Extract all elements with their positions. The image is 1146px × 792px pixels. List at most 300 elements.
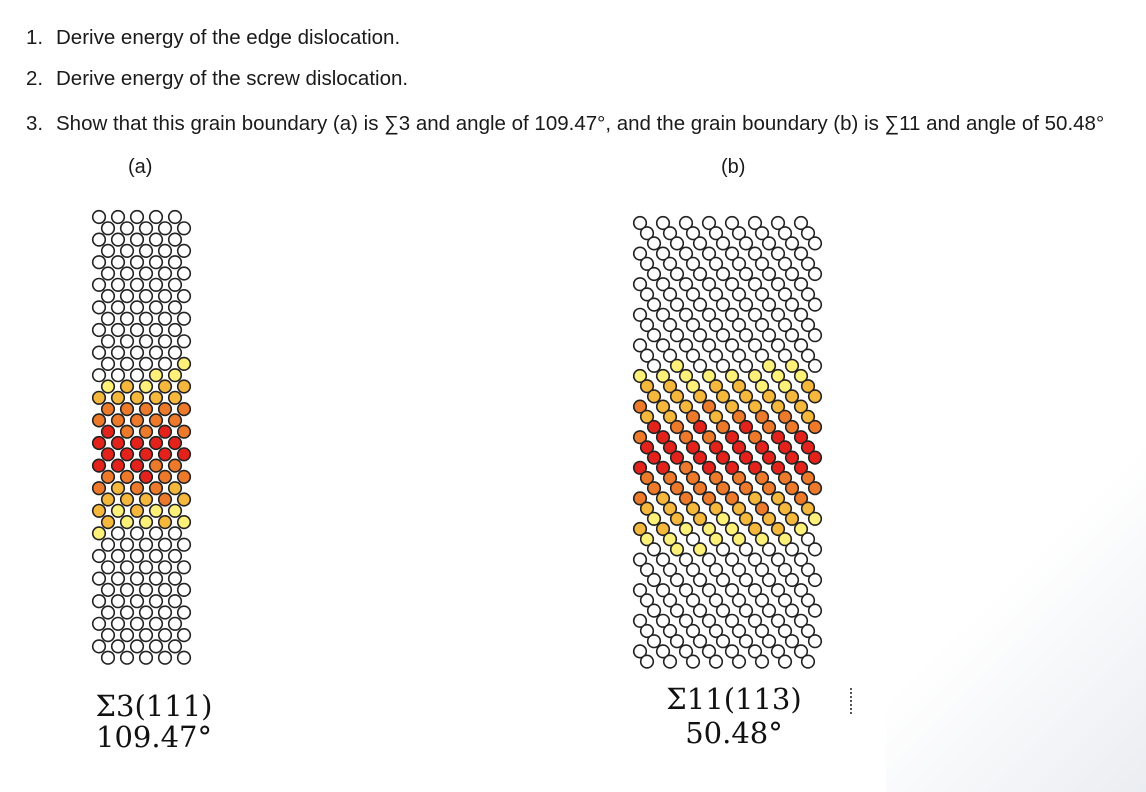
atom-marker: [178, 516, 191, 529]
atom-marker: [717, 360, 730, 373]
atom-marker: [671, 543, 684, 556]
atom-marker: [140, 651, 153, 664]
atom-marker: [717, 543, 730, 556]
atom-marker: [131, 482, 144, 495]
atom-marker: [786, 421, 799, 434]
atom-marker: [121, 425, 134, 438]
atom-marker: [786, 298, 799, 311]
atom-marker: [169, 640, 182, 653]
atom-marker: [93, 595, 106, 608]
atom-marker: [150, 640, 163, 653]
atom-marker: [159, 516, 172, 529]
atom-marker: [150, 414, 163, 427]
atom-marker: [112, 279, 125, 292]
atom-marker: [150, 437, 163, 450]
atom-marker: [717, 390, 730, 403]
atom-marker: [169, 233, 182, 246]
atom-marker: [150, 550, 163, 563]
atom-marker: [648, 482, 661, 495]
atom-marker: [786, 390, 799, 403]
atom-marker: [131, 640, 144, 653]
atom-marker: [140, 245, 153, 258]
atom-marker: [169, 369, 182, 382]
atom-marker: [140, 380, 153, 393]
atom-marker: [809, 237, 822, 250]
atom-marker: [131, 572, 144, 585]
atom-marker: [140, 471, 153, 484]
atom-marker: [131, 527, 144, 540]
atom-marker: [809, 543, 822, 556]
atom-marker: [169, 618, 182, 631]
atom-marker: [159, 335, 172, 348]
atom-marker: [102, 471, 115, 484]
atom-marker: [178, 222, 191, 235]
atom-marker: [717, 237, 730, 250]
atom-marker: [694, 635, 707, 648]
question-text: Derive energy of the screw dislocation.: [56, 67, 409, 90]
atom-marker: [178, 651, 191, 664]
atom-marker: [159, 471, 172, 484]
atom-marker: [121, 516, 134, 529]
atom-marker: [150, 211, 163, 224]
atom-marker: [169, 256, 182, 269]
atom-marker: [740, 360, 753, 373]
atom-marker: [159, 651, 172, 664]
sigma-label-a: Σ3(111): [95, 689, 213, 723]
atom-marker: [694, 390, 707, 403]
angle-label-a: 109.47°: [96, 720, 212, 754]
atom-marker: [93, 459, 106, 472]
atom-marker: [169, 482, 182, 495]
atom-marker: [102, 538, 115, 551]
atom-marker: [169, 301, 182, 314]
atom-marker: [178, 312, 191, 325]
atom-marker: [671, 298, 684, 311]
atom-marker: [809, 451, 822, 464]
atom-marker: [648, 329, 661, 342]
atom-marker: [740, 421, 753, 434]
atom-marker: [694, 360, 707, 373]
atom-marker: [131, 392, 144, 405]
atom-marker: [102, 403, 115, 416]
atom-marker: [121, 358, 134, 371]
atom-marker: [112, 233, 125, 246]
atom-marker: [93, 618, 106, 631]
atom-marker: [121, 651, 134, 664]
atom-marker: [93, 640, 106, 653]
atom-marker: [671, 360, 684, 373]
question-number: 1.: [26, 26, 44, 49]
atom-marker: [131, 324, 144, 337]
atom-marker: [150, 346, 163, 359]
atom-marker: [150, 301, 163, 314]
atom-marker: [671, 513, 684, 526]
atom-marker: [112, 572, 125, 585]
atom-marker: [112, 346, 125, 359]
atom-marker: [140, 606, 153, 619]
question-text: Derive energy of the edge dislocation.: [56, 26, 401, 49]
atom-marker: [93, 346, 106, 359]
atom-marker: [102, 516, 115, 529]
atom-marker: [131, 459, 144, 472]
atom-marker: [694, 482, 707, 495]
atom-marker: [694, 513, 707, 526]
atom-marker: [809, 635, 822, 648]
question-item: [26, 112, 1104, 136]
atom-marker: [178, 629, 191, 642]
atom-marker: [786, 237, 799, 250]
atom-marker: [169, 527, 182, 540]
atom-marker: [131, 505, 144, 518]
atom-marker: [121, 538, 134, 551]
atom-marker: [131, 437, 144, 450]
atom-marker: [150, 505, 163, 518]
atom-marker: [169, 279, 182, 292]
atom-marker: [694, 329, 707, 342]
atom-marker: [178, 403, 191, 416]
atom-marker: [710, 655, 723, 668]
atom-marker: [112, 459, 125, 472]
atom-marker: [740, 604, 753, 617]
atom-marker: [169, 572, 182, 585]
atom-marker: [93, 324, 106, 337]
atom-marker: [694, 237, 707, 250]
atom-marker: [112, 301, 125, 314]
question-number: 3.: [26, 112, 44, 135]
atom-marker: [121, 629, 134, 642]
atom-marker: [112, 324, 125, 337]
atom-marker: [112, 437, 125, 450]
atom-marker: [802, 655, 815, 668]
atom-marker: [150, 527, 163, 540]
atom-marker: [150, 369, 163, 382]
atom-marker: [169, 437, 182, 450]
atom-marker: [763, 543, 776, 556]
atom-marker: [150, 595, 163, 608]
atom-marker: [694, 451, 707, 464]
atom-marker: [786, 604, 799, 617]
atom-marker: [763, 237, 776, 250]
atom-marker: [740, 390, 753, 403]
atom-marker: [159, 267, 172, 280]
atom-marker: [93, 279, 106, 292]
atom-marker: [169, 414, 182, 427]
question-item: [26, 26, 400, 50]
atom-marker: [809, 513, 822, 526]
atom-marker: [131, 414, 144, 427]
atom-marker: [93, 369, 106, 382]
atom-marker: [121, 245, 134, 258]
atom-marker: [159, 561, 172, 574]
atom-marker: [740, 513, 753, 526]
atom-marker: [763, 574, 776, 587]
atom-marker: [809, 574, 822, 587]
atom-marker: [121, 561, 134, 574]
atom-marker: [178, 267, 191, 280]
atom-marker: [809, 268, 822, 281]
slide-corner-shading: [886, 272, 1146, 792]
atom-marker: [159, 538, 172, 551]
atom-marker: [786, 268, 799, 281]
atom-marker: [112, 618, 125, 631]
atom-marker: [102, 425, 115, 438]
atom-marker: [786, 635, 799, 648]
atom-marker: [112, 414, 125, 427]
atom-marker: [131, 550, 144, 563]
atom-marker: [740, 574, 753, 587]
atom-marker: [121, 335, 134, 348]
atom-marker: [102, 335, 115, 348]
atom-marker: [102, 245, 115, 258]
atom-marker: [159, 358, 172, 371]
atom-marker: [121, 312, 134, 325]
atom-marker: [763, 360, 776, 373]
atom-marker: [740, 298, 753, 311]
atom-marker: [717, 482, 730, 495]
atom-marker: [648, 360, 661, 373]
atom-marker: [140, 584, 153, 597]
atom-marker: [159, 380, 172, 393]
atom-marker: [671, 635, 684, 648]
atom-marker: [763, 451, 776, 464]
atom-marker: [112, 482, 125, 495]
atom-marker: [671, 390, 684, 403]
atom-marker: [178, 245, 191, 258]
atom-marker: [121, 267, 134, 280]
atom-marker: [93, 233, 106, 246]
atom-marker: [809, 360, 822, 373]
atom-marker: [648, 574, 661, 587]
atom-lattice-a: [75, 185, 233, 680]
atom-marker: [131, 618, 144, 631]
atom-marker: [159, 448, 172, 461]
atom-marker: [694, 604, 707, 617]
atom-marker: [112, 369, 125, 382]
atom-marker: [809, 390, 822, 403]
atom-marker: [112, 256, 125, 269]
atom-marker: [648, 268, 661, 281]
atom-marker: [93, 256, 106, 269]
atom-marker: [121, 290, 134, 303]
atom-marker: [169, 550, 182, 563]
atom-marker: [178, 584, 191, 597]
atom-marker: [131, 369, 144, 382]
atom-marker: [150, 459, 163, 472]
atom-marker: [763, 604, 776, 617]
atom-marker: [131, 346, 144, 359]
atom-marker: [740, 237, 753, 250]
atom-marker: [763, 329, 776, 342]
atom-marker: [648, 298, 661, 311]
atom-marker: [102, 380, 115, 393]
atom-marker: [140, 493, 153, 506]
atom-marker: [717, 329, 730, 342]
atom-marker: [763, 635, 776, 648]
atom-marker: [93, 572, 106, 585]
question-text: Show that this grain boundary (a) is ∑3 and angle of 109.47°, and the grain boundary (b) is ∑11 and angle of 50.48°: [56, 112, 1105, 135]
question-number: 2.: [26, 67, 44, 90]
atom-marker: [717, 574, 730, 587]
atom-marker: [786, 360, 799, 373]
atom-marker: [740, 543, 753, 556]
atom-marker: [102, 561, 115, 574]
atom-marker: [178, 493, 191, 506]
atom-marker: [648, 421, 661, 434]
atom-marker: [93, 211, 106, 224]
atom-marker: [671, 268, 684, 281]
atom-marker: [169, 459, 182, 472]
atom-marker: [159, 629, 172, 642]
atom-marker: [169, 211, 182, 224]
atom-marker: [140, 516, 153, 529]
atom-marker: [740, 451, 753, 464]
atom-marker: [178, 358, 191, 371]
atom-marker: [102, 358, 115, 371]
atom-marker: [694, 574, 707, 587]
atom-marker: [140, 267, 153, 280]
atom-marker: [648, 390, 661, 403]
atom-marker: [169, 505, 182, 518]
atom-marker: [763, 298, 776, 311]
atom-marker: [717, 421, 730, 434]
atom-marker: [671, 237, 684, 250]
atom-marker: [150, 233, 163, 246]
atom-marker: [159, 425, 172, 438]
atom-marker: [140, 448, 153, 461]
atom-marker: [178, 471, 191, 484]
atom-marker: [671, 604, 684, 617]
atom-marker: [150, 279, 163, 292]
atom-marker: [93, 437, 106, 450]
atom-marker: [159, 245, 172, 258]
atom-marker: [121, 380, 134, 393]
atom-marker: [763, 482, 776, 495]
atom-marker: [140, 358, 153, 371]
atom-marker: [648, 604, 661, 617]
atom-marker: [159, 222, 172, 235]
atom-marker: [809, 329, 822, 342]
atom-marker: [809, 604, 822, 617]
atom-marker: [140, 403, 153, 416]
angle-label-b: 50.48°: [685, 716, 783, 750]
atom-marker: [131, 595, 144, 608]
atom-marker: [763, 513, 776, 526]
atom-marker: [121, 403, 134, 416]
atom-marker: [178, 290, 191, 303]
atom-marker: [131, 301, 144, 314]
atom-marker: [159, 312, 172, 325]
stray-mark: [850, 688, 854, 714]
atom-marker: [112, 595, 125, 608]
atom-marker: [763, 390, 776, 403]
atom-marker: [717, 268, 730, 281]
atom-marker: [169, 595, 182, 608]
atom-marker: [131, 233, 144, 246]
atom-marker: [159, 290, 172, 303]
atom-marker: [717, 451, 730, 464]
figure-b-label: (b): [721, 156, 746, 178]
atom-marker: [763, 421, 776, 434]
atom-marker: [178, 606, 191, 619]
atom-marker: [112, 211, 125, 224]
atom-marker: [671, 482, 684, 495]
atom-marker: [112, 505, 125, 518]
atom-marker: [140, 312, 153, 325]
atom-marker: [140, 335, 153, 348]
atom-marker: [671, 329, 684, 342]
atom-marker: [150, 572, 163, 585]
atom-marker: [131, 279, 144, 292]
atom-marker: [102, 651, 115, 664]
atom-marker: [121, 606, 134, 619]
atom-marker: [786, 451, 799, 464]
atom-marker: [809, 421, 822, 434]
atom-marker: [694, 421, 707, 434]
atom-lattice-b: [618, 193, 850, 673]
atom-marker: [102, 312, 115, 325]
atom-marker: [786, 482, 799, 495]
atom-marker: [694, 543, 707, 556]
atom-marker: [159, 606, 172, 619]
atom-marker: [641, 655, 654, 668]
figure-a-label: (a): [128, 156, 153, 178]
atom-marker: [150, 392, 163, 405]
atom-marker: [717, 604, 730, 617]
grain-boundary-figure-b: [618, 193, 850, 750]
atom-marker: [648, 451, 661, 464]
atom-marker: [140, 538, 153, 551]
atom-marker: [178, 561, 191, 574]
atom-marker: [112, 527, 125, 540]
atom-marker: [121, 448, 134, 461]
atom-marker: [102, 222, 115, 235]
atom-marker: [121, 493, 134, 506]
atom-marker: [664, 655, 677, 668]
atom-marker: [671, 451, 684, 464]
atom-marker: [648, 513, 661, 526]
atom-marker: [121, 471, 134, 484]
atom-marker: [159, 403, 172, 416]
atom-marker: [648, 237, 661, 250]
atom-marker: [93, 550, 106, 563]
atom-marker: [809, 482, 822, 495]
atom-marker: [740, 268, 753, 281]
atom-marker: [102, 493, 115, 506]
atom-marker: [671, 421, 684, 434]
atom-marker: [687, 655, 700, 668]
atom-marker: [694, 298, 707, 311]
atom-marker: [93, 414, 106, 427]
atom-marker: [733, 655, 746, 668]
atom-marker: [131, 256, 144, 269]
atom-marker: [717, 298, 730, 311]
sigma-label-b: Σ11(113): [666, 682, 802, 716]
atom-marker: [102, 267, 115, 280]
atom-marker: [140, 290, 153, 303]
question-item: [26, 67, 408, 91]
atom-marker: [694, 268, 707, 281]
atom-marker: [740, 329, 753, 342]
atom-marker: [178, 425, 191, 438]
atom-marker: [740, 635, 753, 648]
atom-marker: [178, 448, 191, 461]
atom-marker: [779, 655, 792, 668]
atom-marker: [102, 584, 115, 597]
atom-marker: [112, 550, 125, 563]
atom-marker: [121, 584, 134, 597]
atom-marker: [756, 655, 769, 668]
atom-marker: [786, 329, 799, 342]
